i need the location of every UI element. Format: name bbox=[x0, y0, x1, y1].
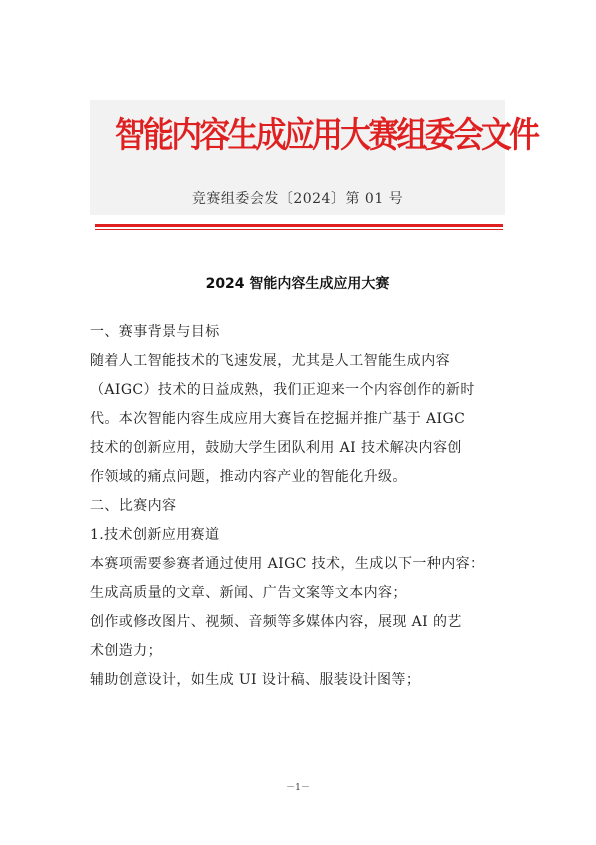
paragraph-line: （AIGC）技术的日益成熟，我们正迎来一个内容创作的新时 bbox=[90, 382, 475, 398]
document-number: 竞赛组委会发〔2024〕第 01 号 bbox=[191, 191, 404, 207]
red-divider-thin bbox=[95, 229, 503, 230]
paragraph-line: 作领域的痛点问题，推动内容产业的智能化升级。 bbox=[90, 469, 407, 485]
document-body bbox=[90, 318, 510, 695]
paragraph-line: 本赛项需要参赛者通过使用 AIGC 技术，生成以下一种内容： bbox=[90, 556, 485, 572]
paragraph-line: 代。本次智能内容生成应用大赛旨在挖掘并推广基于 AIGC bbox=[90, 411, 466, 427]
red-header-title: 智能内容生成应用大赛组委会文件 bbox=[114, 115, 538, 156]
paragraph-line: 随着人工智能技术的飞速发展，尤其是人工智能生成内容 bbox=[90, 353, 450, 369]
document-title: 2024 智能内容生成应用大赛 bbox=[205, 276, 390, 292]
paragraph-line: 技术的创新应用，鼓励大学生团队利用 AI 技术解决内容创 bbox=[90, 440, 462, 456]
subsection-heading-track: 1.技术创新应用赛道 bbox=[90, 527, 220, 543]
list-item-multimedia-cont: 术创造力； bbox=[90, 643, 162, 659]
red-divider-thick bbox=[95, 224, 503, 227]
section-heading-background: 一、赛事背景与目标 bbox=[90, 324, 220, 340]
page-number: －1－ bbox=[286, 783, 310, 793]
section-heading-content: 二、比赛内容 bbox=[90, 498, 177, 514]
list-item-multimedia: 创作或修改图片、视频、音频等多媒体内容，展现 AI 的艺 bbox=[90, 614, 462, 630]
list-item-design: 辅助创意设计，如生成 UI 设计稿、服装设计图等； bbox=[90, 672, 421, 688]
list-item-text: 生成高质量的文章、新闻、广告文案等文本内容； bbox=[90, 585, 407, 601]
